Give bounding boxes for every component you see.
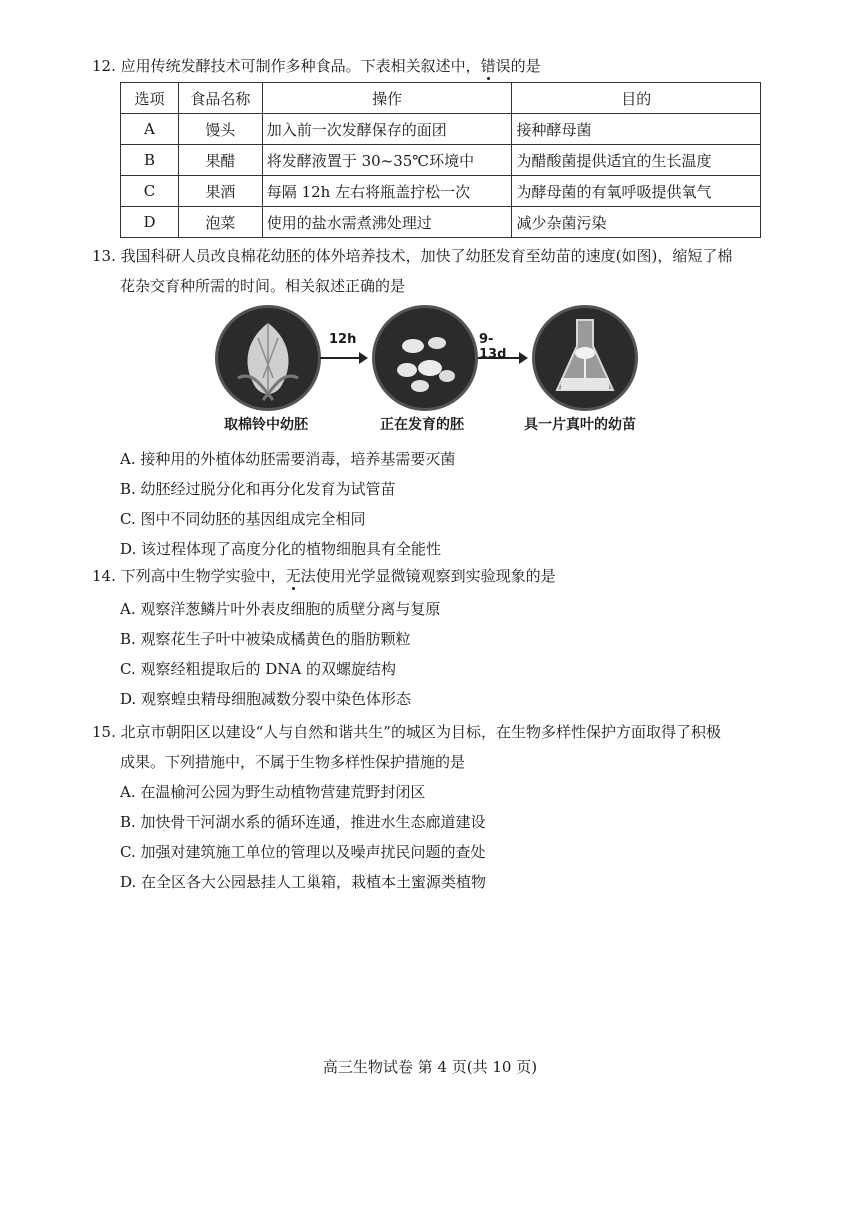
q15-stem-line1: 15. 北京市朝阳区以建设“人与自然和谐共生”的城区为目标，在生物多样性保护方面取得了积极: [92, 723, 721, 741]
table-cell: 将发酵液置于 30~35℃环境中: [262, 145, 512, 176]
table-cell: C: [121, 176, 179, 207]
q15-option-d: D. 在全区各大公园悬挂人工巢箱，栽植本土蜜源类植物: [120, 873, 487, 891]
arrow-1: [320, 357, 366, 359]
table-cell: 馒头: [178, 114, 262, 145]
table-cell: A: [121, 114, 179, 145]
table-header: 食品名称: [178, 83, 262, 114]
q13-option-c: C. 图中不同幼胚的基因组成完全相同: [120, 510, 366, 528]
q13-option-a: A. 接种用的外植体幼胚需要消毒，培养基需要灭菌: [120, 450, 456, 468]
figure-label-3: 具一片真叶的幼苗: [524, 417, 636, 433]
table-cell: 泡菜: [178, 207, 262, 238]
q13-option-b: B. 幼胚经过脱分化和再分化发育为试管苗: [120, 480, 396, 498]
arrow-label-12h: 12h: [329, 332, 357, 347]
table-header: 选项: [121, 83, 179, 114]
figure-label-2: 正在发育的胚: [380, 417, 464, 433]
table-header: 目的: [512, 83, 761, 114]
emphasis-char: 错: [480, 57, 496, 75]
table-cell: 果醋: [178, 145, 262, 176]
table-row: [121, 114, 761, 145]
table-header-row: [121, 83, 761, 114]
q15-option-c: C. 加强对建筑施工单位的管理以及噪声扰民问题的查处: [120, 843, 486, 861]
table-cell: 接种酵母菌: [512, 114, 761, 145]
q14-option-b: B. 观察花生子叶中被染成橘黄色的脂肪颗粒: [120, 630, 411, 648]
emphasis-char: 无: [285, 567, 301, 585]
q14-stem: 14. 下列高中生物学实验中，无法使用光学显微镜观察到实验现象的是: [92, 567, 556, 585]
table-row: [121, 145, 761, 176]
table-cell: 使用的盐水需煮沸处理过: [262, 207, 512, 238]
developing-embryo-image: [372, 305, 478, 411]
q13-stem-line2: 花杂交育种所需的时间。相关叙述正确的是: [120, 277, 406, 295]
table-cell: B: [121, 145, 179, 176]
q14-option-c: C. 观察经粗提取后的 DNA 的双螺旋结构: [120, 660, 397, 678]
fermentation-table: [120, 82, 761, 238]
table-row: [121, 176, 761, 207]
table-row: [121, 207, 761, 238]
table-cell: D: [121, 207, 179, 238]
q15-option-a: A. 在温榆河公园为野生动植物营建荒野封闭区: [120, 783, 426, 801]
q13-option-d: D. 该过程体现了高度分化的植物细胞具有全能性: [120, 540, 442, 558]
arrow-label-9-13d: 9-13d: [479, 332, 507, 362]
table-cell: 减少杂菌污染: [512, 207, 761, 238]
q12-stem: 12. 应用传统发酵技术可制作多种食品。下表相关叙述中，错误的是: [92, 57, 541, 75]
table-cell: 为酵母菌的有氧呼吸提供氧气: [512, 176, 761, 207]
seedling-flask-image: [532, 305, 638, 411]
figure-label-1: 取棉铃中幼胚: [224, 417, 308, 433]
table-cell: 每隔 12h 左右将瓶盖拧松一次: [262, 176, 512, 207]
q15-stem-line2: 成果。下列措施中，不属于生物多样性保护措施的是: [120, 753, 466, 771]
q14-option-a: A. 观察洋葱鳞片叶外表皮细胞的质壁分离与复原: [120, 600, 441, 618]
table-header: 操作: [262, 83, 512, 114]
table-cell: 果酒: [178, 176, 262, 207]
table-cell: 加入前一次发酵保存的面团: [262, 114, 512, 145]
q14-option-d: D. 观察蝗虫精母细胞减数分裂中染色体形态: [120, 690, 412, 708]
cotton-boll-image: [215, 305, 321, 411]
q13-stem-line1: 13. 我国科研人员改良棉花幼胚的体外培养技术，加快了幼胚发育至幼苗的速度(如图)，缩短了棉: [92, 247, 733, 265]
page-footer: 高三生物试卷 第 4 页(共 10 页): [322, 1058, 538, 1076]
table-cell: 为醋酸菌提供适宜的生长温度: [512, 145, 761, 176]
q15-option-b: B. 加快骨干河湖水系的循环连通，推进水生态廊道建设: [120, 813, 486, 831]
